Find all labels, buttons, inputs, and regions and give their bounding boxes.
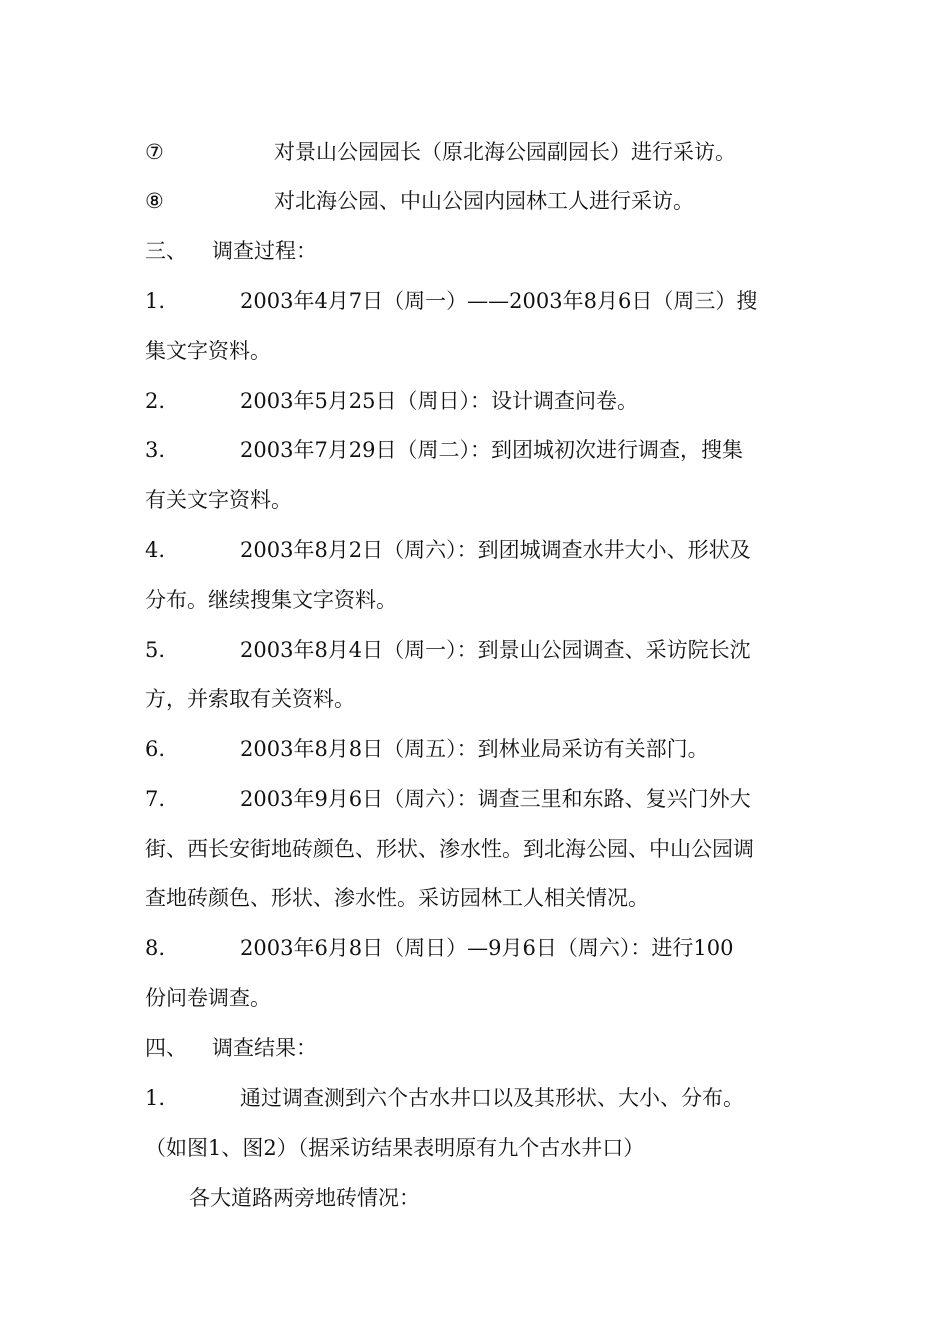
list-marker: 1. [145, 289, 166, 313]
list-text: 通过调查测到六个古水井口以及其形状、大小、分布。 [240, 1086, 744, 1110]
list-text: 2003年8月8日（周五）：到林业局采访有关部门。 [240, 737, 709, 761]
list-text: 2003年6月8日（周日）—9月6日（周六）：进行100 [240, 936, 734, 960]
list-text: 2003年5月25日（周日）：设计调查问卷。 [240, 389, 639, 413]
list-text: 2003年8月2日（周六）：到团城调查水井大小、形状及 [240, 538, 751, 562]
paragraph-continuation: 方，并索取有关资料。 [145, 687, 355, 711]
list-marker: 8. [145, 936, 166, 960]
list-marker: 3. [145, 438, 166, 462]
figure-reference-note: （如图1、图2）（据采访结果表明原有九个古水井口） [145, 1136, 645, 1160]
list-marker: 5. [145, 638, 166, 662]
list-marker: 6. [145, 737, 166, 761]
list-text: 2003年9月6日（周六）：调查三里和东路、复兴门外大 [240, 787, 751, 811]
section-marker: 三、 [145, 239, 187, 263]
paragraph-intro: 各大道路两旁地砖情况： [189, 1186, 420, 1210]
section-title: 调查过程： [212, 239, 317, 263]
section-marker: 四、 [145, 1036, 187, 1060]
list-marker: 1. [145, 1086, 166, 1110]
list-marker: 2. [145, 389, 166, 413]
list-marker: ⑧ [145, 189, 164, 213]
paragraph-continuation: 集文字资料。 [145, 339, 271, 363]
paragraph-continuation: 街、西长安街地砖颜色、形状、渗水性。到北海公园、中山公园调 [145, 837, 754, 861]
list-marker: 7. [145, 787, 166, 811]
paragraph-continuation: 查地砖颜色、形状、渗水性。采访园林工人相关情况。 [145, 886, 649, 910]
list-text: 对景山公园园长（原北海公园副园长）进行采访。 [274, 140, 736, 164]
list-text: 2003年4月7日（周一）——2003年8月6日（周三）搜 [240, 289, 758, 313]
paragraph-continuation: 份问卷调查。 [145, 986, 271, 1010]
list-text: 2003年7月29日（周二）：到团城初次进行调查，搜集 [240, 438, 744, 462]
list-text: 2003年8月4日（周一）：到景山公园调查、采访院长沈 [240, 638, 751, 662]
list-marker: 4. [145, 538, 166, 562]
section-title: 调查结果： [212, 1036, 317, 1060]
paragraph-continuation: 分布。继续搜集文字资料。 [145, 588, 397, 612]
list-text: 对北海公园、中山公园内园林工人进行采访。 [274, 189, 694, 213]
list-marker: ⑦ [145, 140, 164, 164]
paragraph-continuation: 有关文字资料。 [145, 488, 292, 512]
